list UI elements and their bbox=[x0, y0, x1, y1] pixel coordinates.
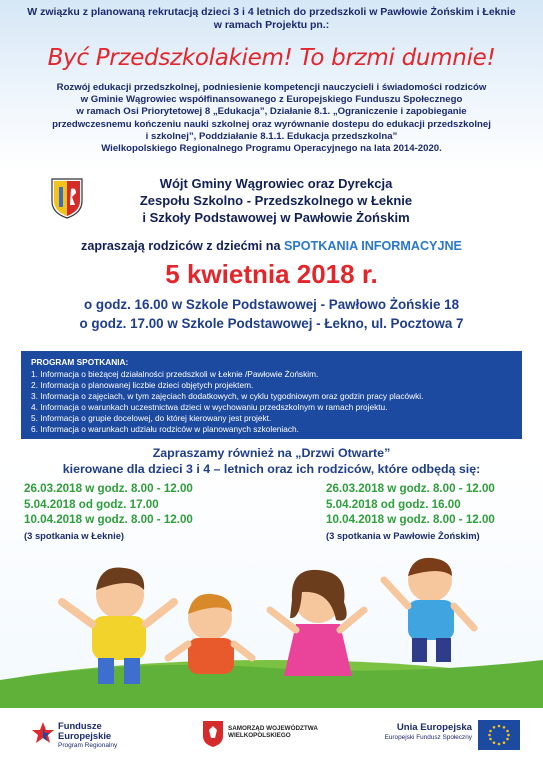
schedule-note: (3 spotkania w Łeknie) bbox=[24, 529, 125, 541]
open-doors-title: Zapraszamy również na „Drzwi Otwarte” bbox=[152, 446, 391, 460]
fe-star-icon bbox=[32, 720, 54, 750]
fundusze-europejskie-logo bbox=[32, 718, 152, 758]
intro-line: W związku z planowaną rekrutacją dzieci 3 i 4 letnich do przedszkoli w Pawłowie Żońskim i Łeknie bbox=[27, 6, 516, 18]
ue-line: Unia Europejska bbox=[396, 722, 472, 733]
schedule-row: 10.04.2018 w godz. 8.00 - 12.00 bbox=[24, 513, 193, 526]
organizer-line: Wójt Gminy Wągrowiec oraz Dyrekcja bbox=[159, 176, 393, 191]
meeting-date: 5 kwietnia 2018 r. bbox=[165, 259, 378, 289]
fe-line: Europejskie bbox=[58, 730, 112, 741]
sw-line: SAMORZĄD WOJEWÓDZTWA bbox=[228, 725, 318, 732]
schedule-lekno bbox=[24, 481, 193, 543]
sw-line: WIELKOPOLSKIEGO bbox=[228, 732, 291, 740]
schedule-pawlowo bbox=[326, 481, 495, 543]
organizers bbox=[96, 175, 456, 226]
description-line: i szkolnej”, Poddziałanie 8.1.1. Edukacja przedszkolna” bbox=[145, 130, 398, 142]
eagle-crest-icon bbox=[202, 720, 224, 748]
schedule-row: 5.04.2018 od godz. 16.00 bbox=[326, 497, 461, 511]
program-item: 1. Informacja o bieżącej działalności przedszkoli w Łeknie /Pawłowie Żońskim. bbox=[31, 369, 319, 379]
project-slogan: Być Przedszkolakiem! To brzmi dumnie! bbox=[47, 45, 496, 71]
schedule-note: (3 spotkania w Pawłowie Żońskim) bbox=[326, 529, 480, 541]
program-item: 4. Informacja o warunkach uczestnictwa dzieci w wychowaniu przedszkolnym w ramach projektu. bbox=[31, 402, 388, 412]
eu-logo bbox=[360, 718, 530, 758]
fe-line: Fundusze bbox=[58, 720, 102, 731]
project-description bbox=[0, 82, 543, 155]
schedule-row: 5.04.2018 od godz. 17.00 bbox=[24, 497, 159, 511]
invitation-text: zapraszają rodziców z dziećmi na bbox=[81, 239, 284, 253]
intro-line: w ramach Projektu pn.: bbox=[213, 19, 330, 31]
organizer-line: Zespołu Szkolno - Przedszkolnego w Łeknie bbox=[139, 193, 413, 208]
organizer-line: i Szkoły Podstawowej w Pawłowie Żońskim bbox=[142, 210, 410, 225]
program-item: 2. Informacja o planowanej liczbie dzieci objętych projektem. bbox=[31, 380, 254, 390]
footer-logos bbox=[0, 708, 543, 768]
schedule-row: 26.03.2018 w godz. 8.00 - 12.00 bbox=[326, 482, 495, 495]
program-box bbox=[21, 351, 522, 439]
invitation-highlight: SPOTKANIA INFORMACYJNE bbox=[284, 239, 462, 253]
invitation bbox=[0, 239, 543, 253]
program-item: 3. Informacja o zajęciach, w tym zajęciach dodatkowych, w cyklu tygodniowym oraz godzin pracy placówki. bbox=[31, 391, 424, 401]
meeting-place: o godz. 16.00 w Szkole Podstawowej - Pawłowo Żońskie 18 bbox=[83, 297, 460, 312]
eu-flag-icon bbox=[478, 720, 520, 750]
program-item: 5. Informacja o grupie docelowej, do której kierowany jest projekt. bbox=[31, 413, 272, 423]
description-line: Wielkopolskiego Regionalnego Programu Operacyjnego na lata 2014-2020. bbox=[101, 143, 442, 155]
fe-line: Program Regionalny bbox=[58, 742, 118, 749]
children-illustration bbox=[0, 540, 543, 710]
program-heading: PROGRAM SPOTKANIA: bbox=[31, 357, 129, 367]
ue-line: Europejski Fundusz Społeczny bbox=[384, 734, 472, 741]
description-line: przedwczesnemu kończeniu nauki szkolnej oraz wyrównanie dostepu do edukacji przedszkolnej bbox=[52, 118, 491, 130]
samorzad-logo bbox=[202, 716, 342, 760]
schedule-row: 10.04.2018 w godz. 8.00 - 12.00 bbox=[326, 513, 495, 526]
gmina-crest-icon bbox=[50, 177, 84, 219]
open-doors-subtitle: kierowane dla dzieci 3 i 4 – letnich oraz ich rodziców, które odbędą się: bbox=[62, 462, 481, 476]
schedule-row: 26.03.2018 w godz. 8.00 - 12.00 bbox=[24, 482, 193, 495]
intro-text bbox=[0, 6, 543, 32]
meeting-place: o godz. 17.00 w Szkole Podstawowej - Łekno, ul. Pocztowa 7 bbox=[79, 316, 464, 331]
description-line: w ramach Osi Priorytetowej 8 „Edukacja”, Działanie 8.1. „Ograniczenie i zapobieganie bbox=[76, 106, 467, 118]
description-line: Rozwój edukacji przedszkolnej, podniesienie kompetencji nauczycieli i świadomości rodziców bbox=[56, 82, 487, 93]
program-item: 6. Informacja o warunkach udziału rodziców w planowanych szkoleniach. bbox=[31, 424, 299, 434]
description-line: w Gminie Wągrowiec współfinansowanego z Europejskiego Funduszu Społecznego bbox=[80, 94, 463, 106]
